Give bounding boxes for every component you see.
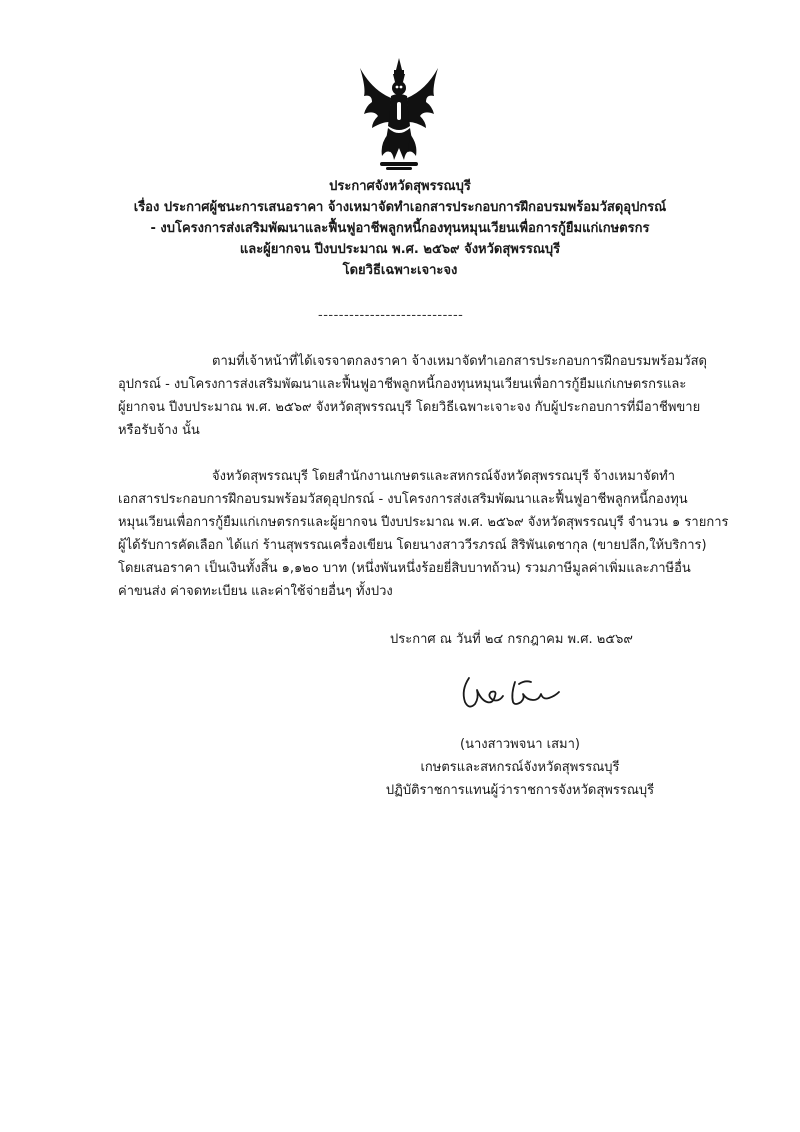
garuda-emblem-icon: [358, 56, 440, 174]
signer-position: เกษตรและสหกรณ์จังหวัดสุพรรณบุรี: [420, 760, 620, 775]
subject-line-1: เรื่อง ประกาศผู้ชนะการเสนอราคา จ้างเหมาจัดทำเอกสารประกอบการฝึกอบรมพร้อมวัสดุอุปกรณ์: [133, 200, 667, 215]
signer-name: (นางสาวพจนา เสมา): [460, 737, 580, 752]
signer-acting-role: ปฏิบัติราชการแทนผู้ว่าราชการจังหวัดสุพรรณบุรี: [385, 783, 655, 798]
paragraph-line: โดยเสนอราคา เป็นเงินทั้งสิ้น ๑,๑๒๐ บาท (หนึ่งพันหนึ่งร้อยยี่สิบบาทถ้วน) รวมภาษีมูลค่าเพิ่มและภาษีอื่น: [118, 561, 691, 576]
paragraph-award: [118, 465, 729, 603]
paragraph-line: หมุนเวียนเพื่อการกู้ยืมแก่เกษตรกรและผู้ยากจน ปีงบประมาณ พ.ศ. ๒๕๖๙ จังหวัดสุพรรณบุรี จำนวน ๑ รายการ: [118, 515, 729, 530]
separator-line: ----------------------------: [318, 308, 464, 323]
announcement-heading: [0, 176, 800, 281]
subject-line-4: โดยวิธีเฉพาะเจาะจง: [342, 263, 458, 278]
paragraph-line: ผู้ยากจน ปีงบประมาณ พ.ศ. ๒๕๖๙ จังหวัดสุพรรณบุรี โดยวิธีเฉพาะเจาะจง กับผู้ประกอบการที่มีอาชีพขาย: [118, 400, 701, 415]
paragraph-line: ตามที่เจ้าหน้าที่ได้เจรจาตกลงราคา จ้างเหมาจัดทำเอกสารประกอบการฝึกอบรมพร้อมวัสดุ: [212, 354, 707, 369]
handwritten-signature: [455, 670, 565, 716]
announcement-date: ประกาศ ณ วันที่ ๒๔ กรกฎาคม พ.ศ. ๒๕๖๙: [390, 632, 633, 647]
paragraph-line: เอกสารประกอบการฝึกอบรมพร้อมวัสดุอุปกรณ์ - งบโครงการส่งเสริมพัฒนาและฟื้นฟูอาชีพลูกหนี้กองทุน: [118, 492, 688, 507]
paragraph-line: ผู้ได้รับการคัดเลือก ได้แก่ ร้านสุพรรณเครื่องเขียน โดยนางสาววีรภรณ์ สิริพันเดชากุล (ขายปลีก,ให้บริการ): [118, 538, 707, 553]
signer-block: [360, 733, 680, 802]
paragraph-line: หรือรับจ้าง นั้น: [118, 423, 200, 438]
paragraph-line: จังหวัดสุพรรณบุรี โดยสำนักงานเกษตรและสหกรณ์จังหวัดสุพรรณบุรี จ้างเหมาจัดทำ: [212, 469, 676, 484]
issuing-authority: ประกาศจังหวัดสุพรรณบุรี: [329, 179, 471, 194]
paragraph-line: อุปกรณ์ - งบโครงการส่งเสริมพัฒนาและฟื้นฟูอาชีพลูกหนี้กองทุนหมุนเวียนเพื่อการกู้ยืมแก่เกษตรกรและ: [118, 377, 687, 392]
paragraph-background: [118, 350, 707, 442]
paragraph-line: ค่าขนส่ง ค่าจดทะเบียน และค่าใช้จ่ายอื่นๆ ทั้งปวง: [118, 584, 393, 599]
subject-line-3: และผู้ยากจน ปีงบประมาณ พ.ศ. ๒๕๖๙ จังหวัดสุพรรณบุรี: [239, 242, 561, 257]
subject-line-2: - งบโครงการส่งเสริมพัฒนาและฟื้นฟูอาชีพลูกหนี้กองทุนหมุนเวียนเพื่อการกู้ยืมแก่เกษตรกร: [150, 221, 650, 236]
